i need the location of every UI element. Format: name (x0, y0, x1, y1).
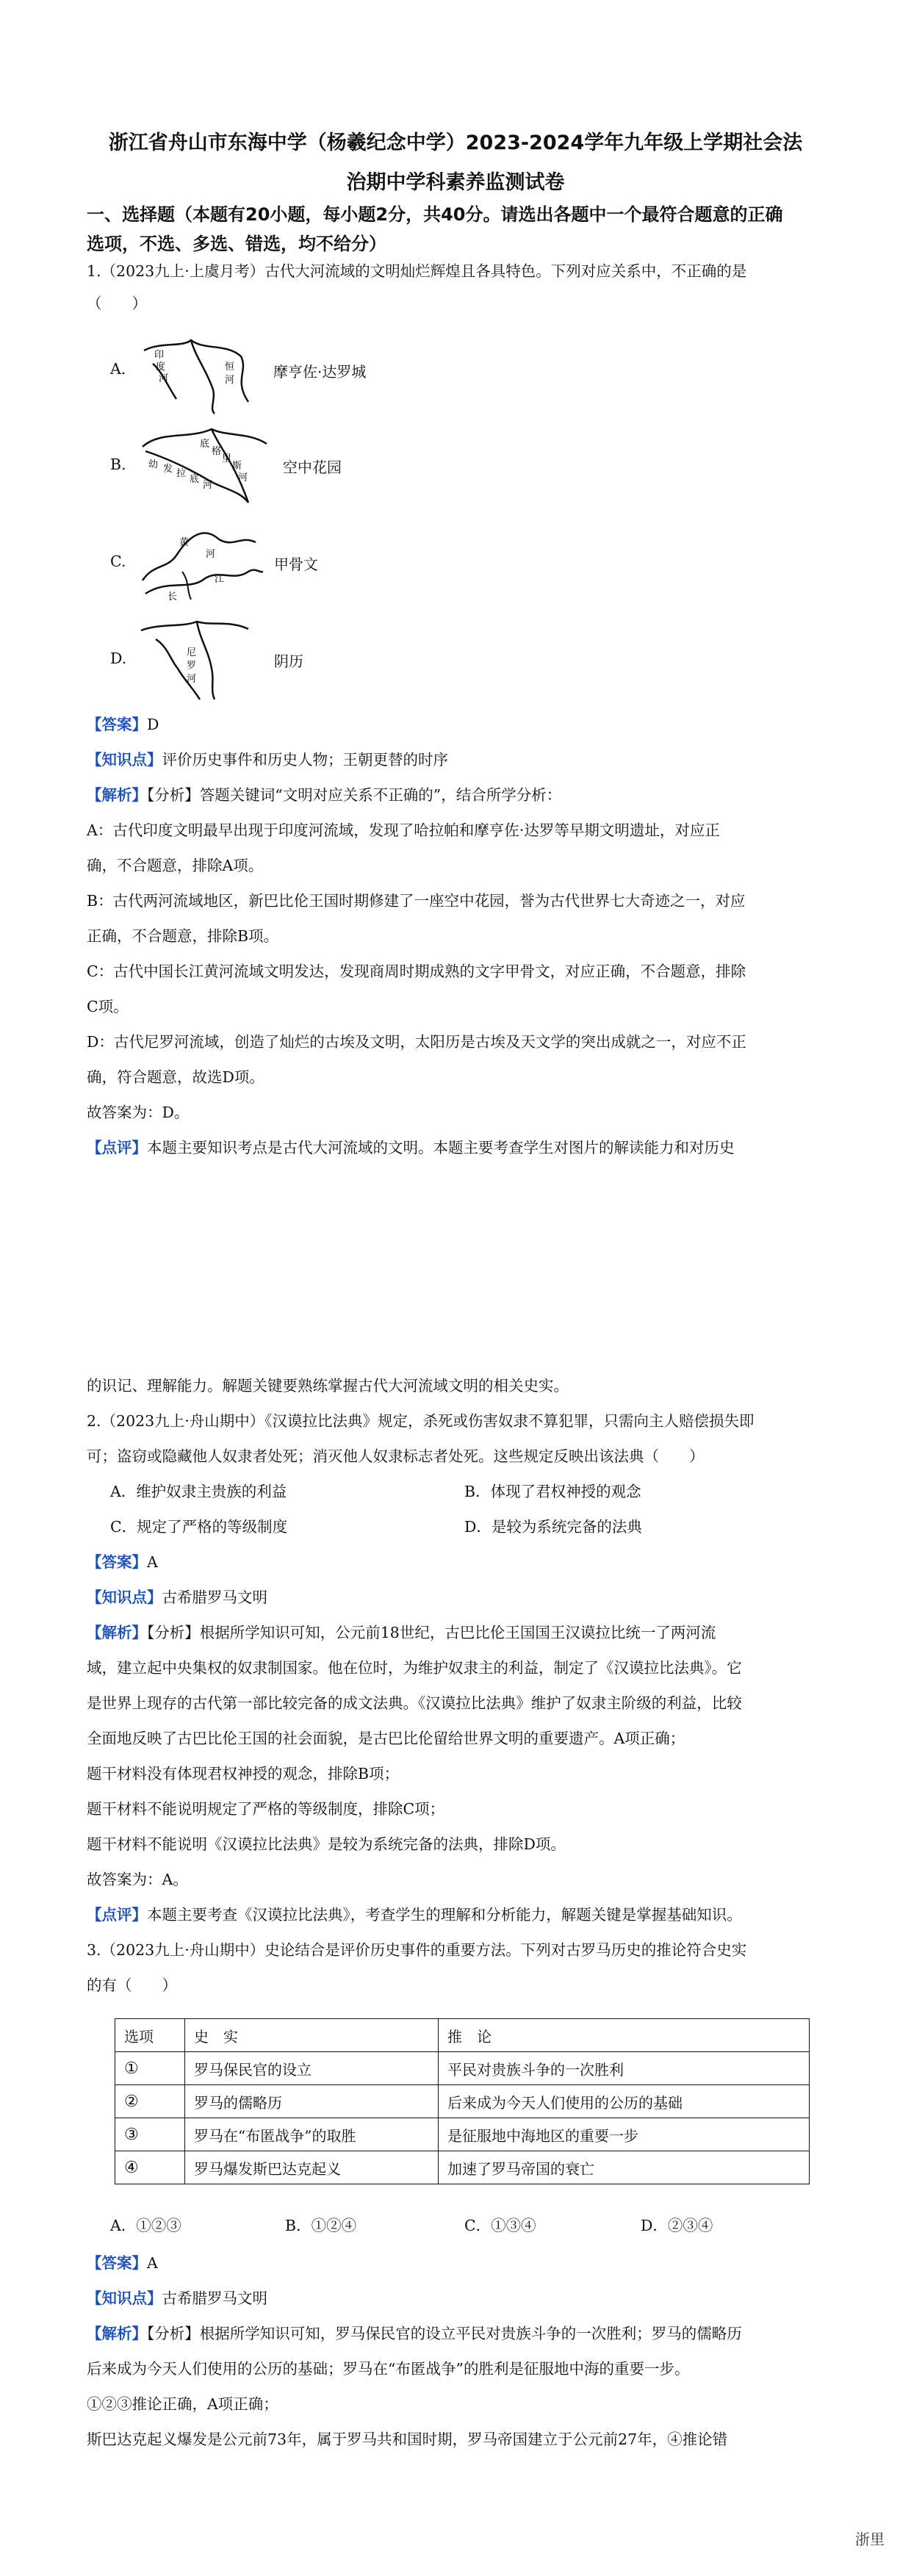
answer-tag: 【答案】 (87, 2254, 147, 2272)
q3-option-a: A．①②③ (110, 2217, 181, 2234)
q1-analysis-line: C：古代中国长江黄河流域文明发达，发现商周时期成熟的文字甲骨文，对应正确，不合题意，排除 (87, 963, 746, 980)
table-cell: 罗马爆发斯巴达克起义 (185, 2151, 439, 2184)
river-char: 江 (215, 574, 225, 585)
answer-tag: 【答案】 (87, 716, 147, 733)
river-char: 幼 (148, 459, 159, 470)
q3-answer: A (147, 2254, 158, 2272)
river-char: 印 (154, 350, 165, 361)
q1-analysis-intro: 【分析】答题关键词“文明对应关系不正确的”，结合所学分析： (147, 786, 562, 804)
q2-stem-line-1: 2.（2023九上·舟山期中）《汉谟拉比法典》规定，杀死或伤害奴隶不算犯罪，只需向主人赔偿损失即 (87, 1412, 755, 1430)
table-cell: ④ (115, 2151, 185, 2184)
table-row (115, 2085, 810, 2118)
q1-stem-line-2: （ ） (87, 295, 147, 312)
title-line-2: 治期中学科素养监测试卷 (346, 171, 565, 194)
table-row (115, 2118, 810, 2151)
river-char: 底 (200, 439, 210, 450)
q2-comment-row (87, 1897, 821, 1932)
river-char: 河 (187, 674, 197, 685)
river-char: 河 (159, 373, 169, 384)
q2-analysis-line: 【分析】根据所学知识可知，公元前18世纪，古巴比伦王国国王汉谟拉比统一了两河流 (147, 1624, 716, 1641)
q3-option-c: C．①③④ (464, 2217, 536, 2234)
q1-comment-line-2: 的识记、理解能力。解题关键要熟练掌握古代大河流域文明的相关史实。 (87, 1377, 569, 1395)
river-char: 河 (203, 480, 213, 491)
table-cell: 后来成为今天人们使用的公历的基础 (439, 2085, 810, 2118)
q1-option-d-letter: D. (110, 650, 127, 667)
q1-analysis-line: B：古代两河流域地区，新巴比伦王国时期修建了一座空中花园，誉为古代世界七大奇迹之一，对应 (87, 892, 746, 910)
q2-answer: A (147, 1553, 158, 1571)
table-header-cell: 选项 (115, 2019, 185, 2052)
q3-stem-line-1: 3.（2023九上·舟山期中）史论结合是评价历史事件的重要方法。下列对古罗马历史的推论符合史实 (87, 1941, 747, 1959)
river-char: 斯 (232, 461, 242, 472)
q2-option-c: C．规定了严格的等级制度 (110, 1518, 288, 1536)
river-char: 度 (156, 361, 166, 373)
q3-knowledge-row (87, 2281, 821, 2316)
q2-analysis-line: 域，建立起中央集权的奴隶制国家。他在位时，为维护奴隶主的利益，制定了《汉谟拉比法典》。它 (87, 1659, 742, 1677)
knowledge-tag: 【知识点】 (87, 751, 162, 769)
q2-comment: 本题主要考查《汉谟拉比法典》，考查学生的理解和分析能力，解题关键是掌握基础知识。 (147, 1906, 742, 1924)
q1-knowledge: 评价历史事件和历史人物；王朝更替的时序 (162, 751, 448, 769)
table-header-cell: 推 论 (439, 2019, 810, 2052)
table-header-row (115, 2019, 810, 2052)
table-header-cell: 史 实 (185, 2019, 439, 2052)
q2-knowledge: 古希腊罗马文明 (162, 1589, 267, 1606)
river-char: 尼 (187, 647, 197, 658)
river-line (191, 340, 215, 414)
table-row (115, 2052, 810, 2085)
q1-option-d-label: 阴历 (274, 652, 303, 670)
table-cell: 平民对贵族斗争的一次胜利 (439, 2052, 810, 2085)
river-char: 拉 (176, 468, 187, 479)
q3-analysis-line: 斯巴达克起义爆发是公元前73年，属于罗马共和国时期，罗马帝国建立于公元前27年，④推论错 (87, 2431, 728, 2448)
q1-stem-line-1: 1.（2023九上·上虞月考）古代大河流域的文明灿烂辉煌且各具特色。下列对应关系中，不正确的是 (87, 262, 747, 280)
q2-analysis-line: 是世界上现存的古代第一部比较完备的成文法典。《汉谟拉比法典》维护了奴隶主阶级的利益，比较 (87, 1694, 742, 1712)
q3-history-table (115, 2018, 810, 2184)
table-cell: 是征服地中海地区的重要一步 (439, 2118, 810, 2151)
q1-option-c-label: 甲骨文 (274, 555, 318, 573)
knowledge-tag: 【知识点】 (87, 1589, 162, 1606)
analysis-tag: 【解析】 (87, 1624, 147, 1641)
river-line (197, 622, 215, 699)
q3-stem-line-2: 的有（ ） (87, 1976, 177, 1994)
q1-analysis-line: 故答案为：D。 (87, 1104, 190, 1121)
q2-analysis-line: 全面地反映了古巴比伦王国的社会面貌，是古巴比伦留给世界文明的重要遗产。A项正确； (87, 1730, 685, 1747)
q1-analysis-line: 正确，不合题意，排除B项。 (87, 927, 279, 945)
q3-analysis-row (87, 2316, 821, 2351)
river-char: 河 (206, 549, 216, 560)
river-char: 长 (168, 591, 178, 602)
q2-knowledge-row (87, 1580, 821, 1615)
q3-answer-row (87, 2245, 821, 2281)
q2-analysis-line: 题干材料不能说明《汉谟拉比法典》是较为系统完备的法典，排除D项。 (87, 1835, 566, 1853)
q1-option-b-label: 空中花园 (283, 458, 342, 476)
river-char: 河 (238, 472, 248, 483)
river-line (212, 429, 248, 503)
table-cell: ③ (115, 2118, 185, 2151)
q2-answer-row (87, 1544, 821, 1580)
q1-option-a-letter: A. (110, 360, 126, 378)
q1-option-b-map (138, 425, 278, 506)
q3-option-b: B．①②④ (285, 2217, 357, 2234)
q1-option-a-label: 摩亨佐·达罗城 (273, 363, 367, 381)
q2-stem-line-2: 可；盗窃或隐藏他人奴隶者处死；消灭他人奴隶标志者处死。这些规定反映出该法典（ ） (87, 1447, 705, 1465)
q3-option-d: D．②③④ (641, 2217, 713, 2234)
section-heading-line-1: 一、选择题（本题有20小题，每小题2分，共40分。请选出各题中一个最符合题意的正确 (87, 204, 783, 225)
q1-analysis-line: 确，符合题意，故选D项。 (87, 1068, 264, 1086)
knowledge-tag: 【知识点】 (87, 2289, 162, 2307)
q3-analysis-line: 后来成为今天人们使用的公历的基础；罗马在“布匿战争”的胜利是征服地中海的重要一步。 (87, 2360, 690, 2378)
q2-option-b: B．体现了君权神授的观念 (464, 1483, 641, 1500)
comment-tag: 【点评】 (87, 1906, 147, 1924)
river-char: 底 (190, 474, 200, 485)
q1-analysis-line: 确，不合题意，排除A项。 (87, 857, 264, 874)
river-char: 格 (212, 446, 222, 457)
q2-option-d: D．是较为系统完备的法典 (464, 1518, 642, 1536)
q1-option-d-map (138, 617, 259, 704)
q1-answer: D (147, 716, 159, 733)
q1-comment-line-1: 本题主要知识考点是古代大河流域的文明。本题主要考查学生对图片的解读能力和对历史 (147, 1139, 735, 1156)
table-cell: ② (115, 2085, 185, 2118)
river-line (143, 533, 256, 580)
river-char: 里 (222, 453, 232, 464)
table-row (115, 2151, 810, 2184)
river-char: 河 (225, 375, 235, 386)
q1-analysis-line: A：古代印度文明最早出现于印度河流域，发现了哈拉帕和摩亨佐·达罗等早期文明遗址，对应正 (87, 821, 720, 839)
q2-analysis-line: 题干材料没有体现君权神授的观念，排除B项； (87, 1765, 400, 1782)
q1-analysis-line: D：古代尼罗河流域，创造了灿烂的古埃及文明，太阳历是古埃及天文学的突出成就之一，对应不正 (87, 1033, 746, 1051)
river-line (145, 570, 263, 594)
table-cell: 加速了罗马帝国的衰亡 (439, 2151, 810, 2184)
q1-option-c-map (138, 520, 267, 607)
table-cell: 罗马在“布匿战争”的取胜 (185, 2118, 439, 2151)
q3-analysis-line: ①②③推论正确，A项正确； (87, 2395, 278, 2413)
q1-analysis-row (87, 777, 821, 813)
q2-option-a: A．维护奴隶主贵族的利益 (110, 1483, 287, 1500)
river-char: 罗 (187, 661, 197, 672)
q1-option-a-map (138, 334, 263, 415)
comment-tag: 【点评】 (87, 1139, 147, 1156)
q1-comment-row (87, 1130, 821, 1165)
table-cell: ① (115, 2052, 185, 2085)
footer-mark: 浙里 (855, 2530, 885, 2548)
q1-analysis-line: C项。 (87, 998, 129, 1015)
q2-analysis-line: 题干材料不能说明规定了严格的等级制度，排除C项； (87, 1800, 445, 1818)
q2-analysis-line: 故答案为：A。 (87, 1871, 188, 1888)
river-line (141, 622, 248, 630)
q1-option-c-letter: C. (110, 553, 126, 570)
section-heading-line-2: 选项，不选、多选、错选，均不给分） (87, 234, 386, 254)
q1-answer-row (87, 707, 821, 742)
answer-tag: 【答案】 (87, 1553, 147, 1571)
river-char: 发 (163, 464, 173, 475)
q1-option-b-letter: B. (110, 456, 126, 473)
title-line-1: 浙江省舟山市东海中学（杨羲纪念中学）2023-2024学年九年级上学期社会法 (108, 132, 803, 154)
river-char: 恒 (225, 361, 235, 373)
q1-knowledge-row (87, 742, 821, 777)
river-char: 黄 (179, 537, 190, 548)
q3-knowledge: 古希腊罗马文明 (162, 2289, 267, 2307)
analysis-tag: 【解析】 (87, 2325, 147, 2342)
q2-analysis-row (87, 1615, 821, 1650)
q3-analysis-line: 【分析】根据所学知识可知，罗马保民官的设立平民对贵族斗争的一次胜利；罗马的儒略历 (147, 2325, 742, 2342)
analysis-tag: 【解析】 (87, 786, 147, 804)
table-cell: 罗马保民官的设立 (185, 2052, 439, 2085)
table-cell: 罗马的儒略历 (185, 2085, 439, 2118)
